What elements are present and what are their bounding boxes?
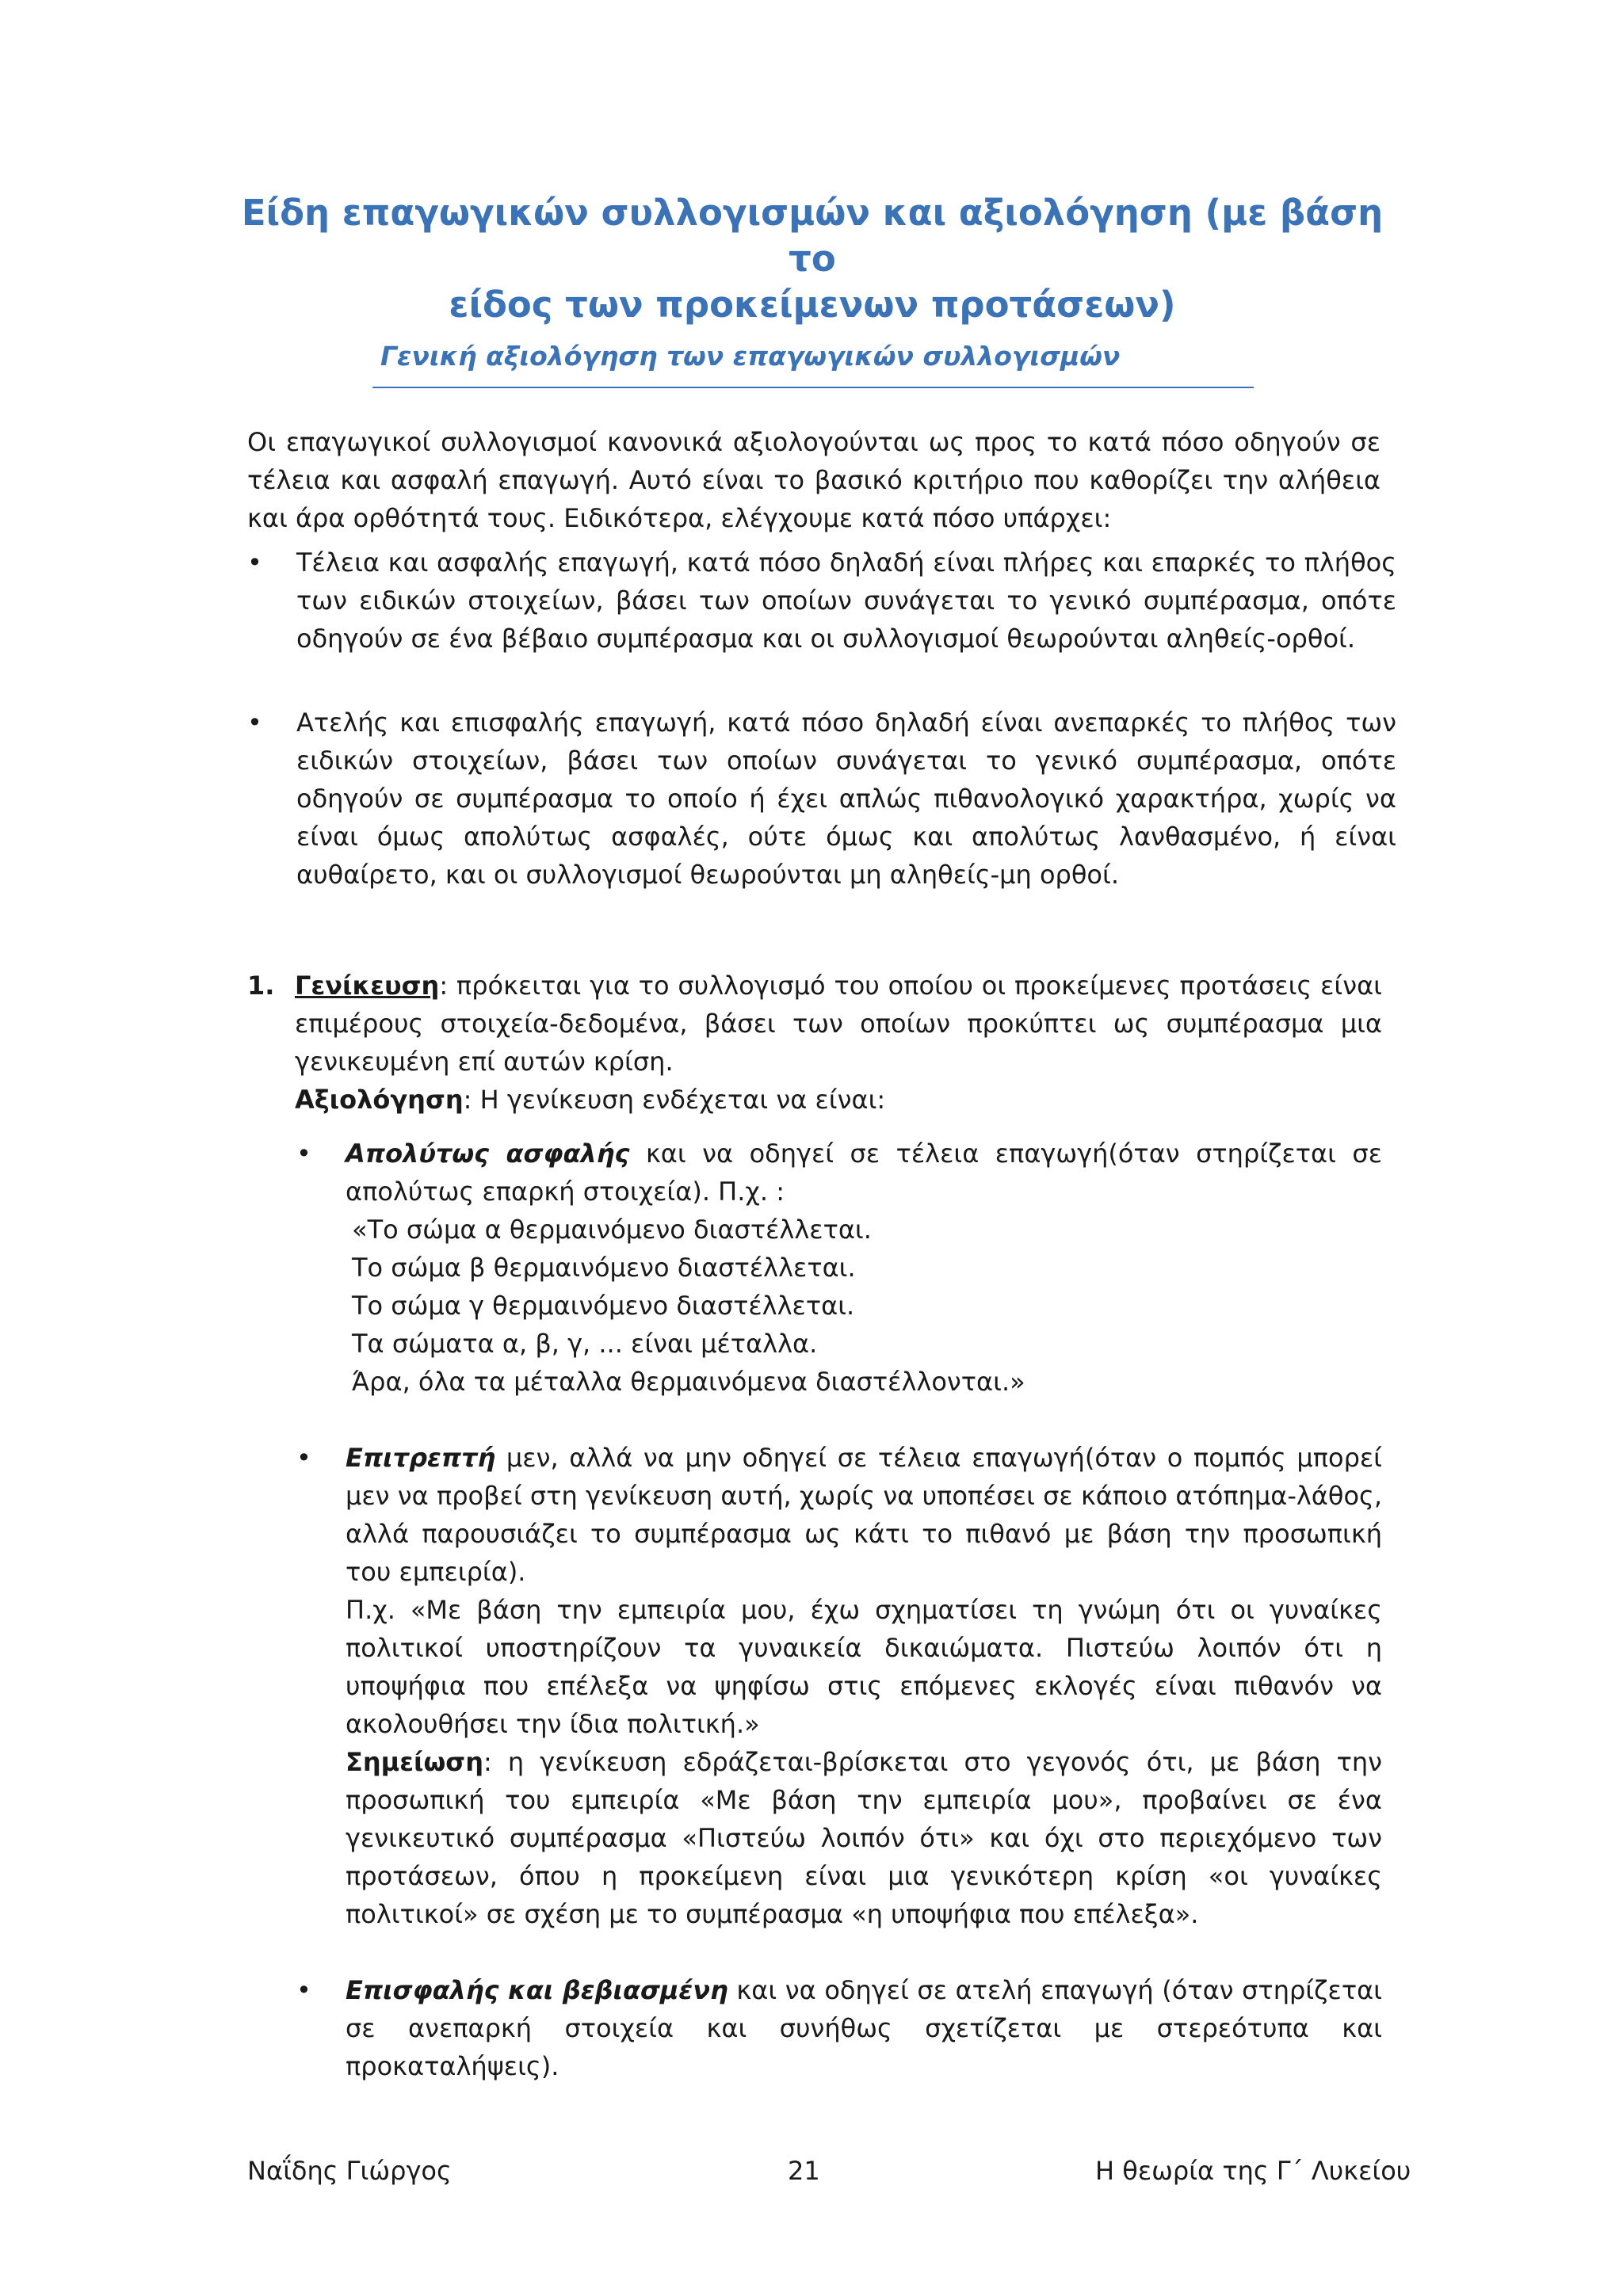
generalization-definition [295, 967, 1382, 1081]
page-title [238, 190, 1387, 328]
sub-permissible [346, 1439, 1382, 1933]
sub2-text: μεν, αλλά να μην οδηγεί σε τέλεια επαγωγή(όταν ο πομπός μπορεί μεν να προβεί στη γενίκευση αυτή, χωρίς να υποπέσει σε κάποιο ατόπημα-λάθος, αλλά παρουσιάζει το συμπέρασμα ως κάτι το πιθανό με βάση την προσωπική του εμπειρία). [346, 1443, 1382, 1587]
footer-page-number: 21 [788, 2156, 820, 2186]
sub-absolutely-safe [346, 1135, 1382, 1401]
footer-book-title: Η θεωρία της Γ΄ Λυκείου [1095, 2156, 1411, 2186]
sub3-text: και να οδηγεί σε ατελή επαγωγή (όταν στηρίζεται σε ανεπαρκή στοιχεία και συνήθως σχετίζεται με στερεότυπα και προκαταλήψεις). [346, 1975, 1383, 2081]
generalization-term: Γενίκευση [295, 971, 440, 1001]
example-line: «Το σώμα α θερμαινόμενο διαστέλλεται. [352, 1215, 872, 1245]
evaluation-label: Αξιολόγηση [295, 1085, 464, 1115]
generalization-text: : πρόκειται για το συλλογισμό του οποίου οι προκείμενες προτάσεις είναι επιμέρους στοιχεία-δεδομένα, βάσει των οποίων προκύπτει ως συμπέρασμα μια γενικευμένη επί αυτών κρίση. [295, 971, 1382, 1077]
sub1-term: Απολύτως ασφαλής [346, 1138, 630, 1169]
sub2-term: Επιτρεπτή [346, 1443, 496, 1473]
bullet-dot-icon: • [296, 1975, 311, 2005]
note-text: : η γενίκευση εδράζεται-βρίσκεται στο γεγονός ότι, με βάση την προσωπική του εμπειρία «Με βάση την εμπειρία μου», προβαίνει σε ένα γενικευτικό συμπέρασμα «Πιστεύω λοιπόν ότι» και όχι στο περιεχόμενο των προτάσεων, όπου η προκείμενη είναι μια γενικότερη κρίση «οι γυναίκες πολιτικοί» σε σχέση με το συμπέρασμα «η υποψήφια που επέλεξα». [346, 1747, 1382, 1929]
evaluation-text: : Η γενίκευση ενδέχεται να είναι: [463, 1085, 886, 1115]
title-line-1: Είδη επαγωγικών συλλογισμών και αξιολόγηση (με βάση το [241, 192, 1384, 280]
intro-paragraph: Οι επαγωγικοί συλλογισμοί κανονικά αξιολογούνται ως προς το κατά πόσο οδηγούν σε τέλεια και ασφαλή επαγωγή. Αυτό είναι το βασικό κριτήριο που καθορίζει την αλήθεια και άρα ορθότητά τους. Ειδικότερα, ελέγχουμε κατά πόσο υπάρχει: [247, 427, 1381, 533]
footer-author: Ναΐδης Γιώργος [247, 2156, 452, 2186]
bullet-dot-icon: • [247, 707, 262, 738]
example-line: Το σώμα β θερμαινόμενο διαστέλλεται. [352, 1253, 856, 1283]
example-line: Το σώμα γ θερμαινόμενο διαστέλλεται. [352, 1291, 855, 1321]
example-line: Τα σώματα α, β, γ, ... είναι μέταλλα. [352, 1329, 818, 1359]
bullet-dot-icon: • [296, 1443, 311, 1473]
sub2-example: Π.χ. «Με βάση την εμπειρία μου, έχω σχηματίσει τη γνώμη ότι οι γυναίκες πολιτικοί υποστηρίζουν τα γυναικεία δικαιώματα. Πιστεύω λοιπόν ότι η υποψήφια που επέλεξα να ψηφίσω στις επόμενες εκλογές είναι πιθανόν να ακολουθήσει την ίδια πολιτική.» [346, 1595, 1382, 1739]
sub3-term: Επισφαλής και βεβιασμένη [346, 1975, 728, 2005]
subtitle-underline [372, 387, 1254, 388]
bullet-dot-icon: • [296, 1138, 311, 1169]
sub1-text: και να οδηγεί σε τέλεια επαγωγή(όταν στηρίζεται σε απολύτως επαρκή στοιχεία). Π.χ. : [346, 1138, 1383, 1207]
bullet-perfect-induction: Τέλεια και ασφαλής επαγωγή, κατά πόσο δηλαδή είναι πλήρες και επαρκές το πλήθος των ειδικών στοιχείων, βάσει των οποίων συνάγεται το γενικό συμπέρασμα, οπότε οδηγούν σε ένα βέβαιο συμπέρασμα και οι συλλογισμοί θεωρούνται αληθείς-ορθοί. [296, 547, 1396, 654]
bullet-imperfect-induction: Ατελής και επισφαλής επαγωγή, κατά πόσο δηλαδή είναι ανεπαρκές το πλήθος των ειδικών στοιχείων, βάσει των οποίων συνάγεται το γενικό συμπέρασμα, οπότε οδηγούν σε συμπέρασμα το οποίο ή έχει απλώς πιθανολογικό χαρακτήρα, χωρίς να είναι όμως απολύτως ασφαλές, ούτε όμως και απολύτως λανθασμένο, ή είναι αυθαίρετο, και οι συλλογισμοί θεωρούνται μη αληθείς-μη ορθοί. [296, 707, 1396, 890]
example-line: Άρα, όλα τα μέταλλα θερμαινόμενα διαστέλλονται.» [352, 1367, 1025, 1397]
bullet-dot-icon: • [247, 547, 262, 578]
evaluation-line [295, 1081, 885, 1119]
section-number: 1. [247, 971, 275, 1001]
sub-unsafe-hasty [346, 1971, 1382, 2085]
section-subtitle: Γενική αξιολόγηση των επαγωγικών συλλογισμών [380, 341, 1121, 372]
title-line-2: είδος των προκείμενων προτάσεων) [449, 284, 1176, 326]
note-label: Σημείωση [346, 1747, 483, 1777]
